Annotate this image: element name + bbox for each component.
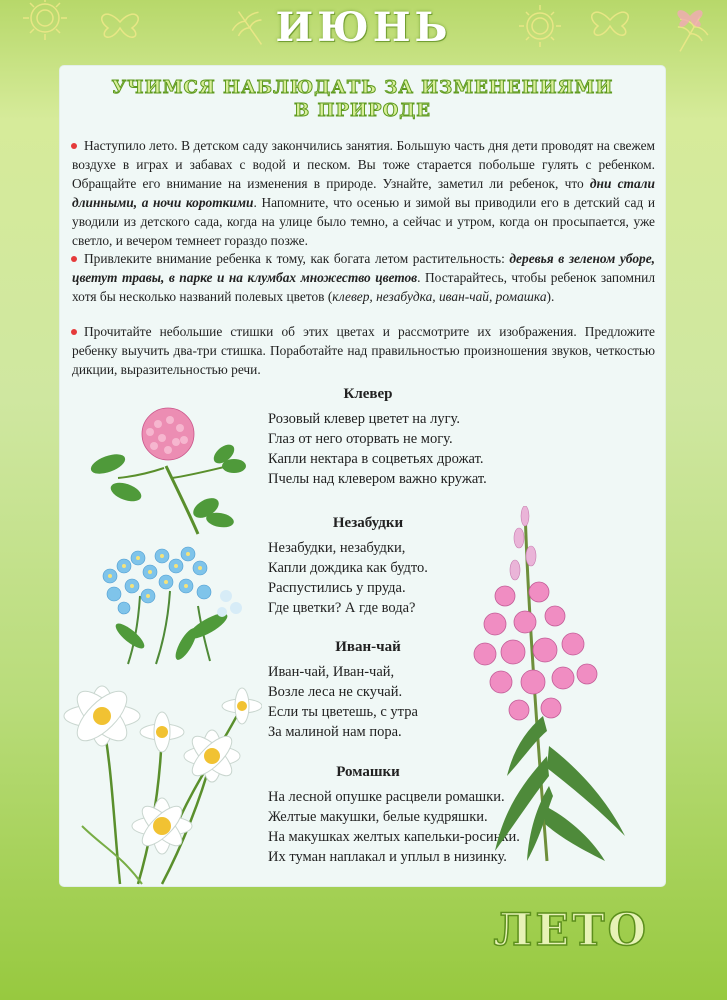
poem-line: Желтые макушки, белые кудряшки. (268, 809, 488, 825)
text-run: Прочитайте небольшие стишки об этих цветах и рассмотрите их изображения. Предложите ребенку выучить два-три стишка. Поработайте над правильностью произношения звуков, четкостью дикции, выразительностью речи. (72, 324, 655, 377)
poem-title: Клевер (343, 386, 393, 402)
fireweed-flower (455, 506, 655, 866)
poem-line: Капли дождика как будто. (268, 560, 428, 576)
text-run: . Напомните, что осенью и зимой вы приводили его в детский сад и уводили из детского сада, когда на улице было темно, а сейчас и утром, когда он просыпается, уже светло, и вечером темнеет гораздо позже. (72, 195, 655, 248)
poem-line: Капли нектара в соцветьях дрожат. (268, 451, 484, 467)
poem-line: Где цветки? А где вода? (268, 600, 416, 616)
poem-title: Незабудки (332, 515, 404, 531)
text-run: Наступило лето. В детском саду закончились занятия. Большую часть дня дети проводят на свежем воздухе в играх и забавах с водой и песком. Вы тоже старается побольше гулять с ребенком. Обращайте его внимание на изменения в природе. Узнайте, заметил ли ребенок, что (72, 138, 655, 191)
italic-text: клевер, незабудка, иван-чай, ромашка (332, 289, 547, 304)
bullet-marker (71, 143, 77, 149)
season-label: ЛЕТО (493, 905, 649, 956)
heading-line-1: УЧИМСЯ НАБЛЮДАТЬ ЗА ИЗМЕНЕНИЯМИ (111, 77, 614, 98)
poem-line: Возле леса не скучай. (268, 684, 403, 700)
chamomile-flower (42, 676, 262, 886)
poem-title: Иван-чай (335, 639, 401, 655)
section-heading (60, 76, 665, 122)
poem-line: Пчелы над клевером важно кружат. (268, 471, 487, 487)
intro-paragraph-1 (72, 136, 655, 250)
intro-paragraph-3 (72, 322, 655, 379)
poem-line: Если ты цветешь, с утра (268, 704, 418, 720)
poem-line: Иван-чай, Иван-чай, (268, 664, 395, 680)
bullet-marker (71, 256, 77, 262)
poem-title: Ромашки (336, 764, 400, 780)
poem-line: Распустились у пруда. (268, 580, 406, 596)
bullet-marker (71, 329, 77, 335)
month-title: ИЮНЬ (275, 4, 452, 51)
content-panel (60, 66, 665, 886)
intro-paragraph-2 (72, 249, 655, 306)
poem-line: На макушках желтых капельки-росинки. (268, 829, 520, 845)
emphasis-text: деревья в зеленом уборе, цветут травы, в парке и на клумбах множество цветов (72, 251, 655, 285)
poem-line: Глаз от него оторвать не могу. (268, 431, 453, 447)
poem-line: Их туман наплакал и уплыл в низинку. (268, 849, 507, 865)
text-run: Привлеките внимание ребенка к тому, как богата летом растительность: (84, 251, 510, 266)
emphasis-text: дни стали длинными, а ночи короткими (72, 176, 655, 210)
forget-me-not-flower (90, 536, 250, 666)
text-run: ). (546, 289, 555, 304)
poem-line: Розовый клевер цветет на лугу. (268, 411, 460, 427)
poem-line: На лесной опушке расцвели ромашки. (268, 789, 505, 805)
poem-line: За малиной нам пора. (268, 724, 402, 740)
clover-flower (88, 396, 248, 536)
poem-clover (268, 386, 598, 489)
text-run: . Постарайтесь, чтобы ребенок запомнил хотя бы несколько названий полевых цветов ( (72, 270, 656, 304)
poem-line: Незабудки, незабудки, (268, 540, 406, 556)
heading-line-2: В ПРИРОДЕ (294, 100, 431, 121)
